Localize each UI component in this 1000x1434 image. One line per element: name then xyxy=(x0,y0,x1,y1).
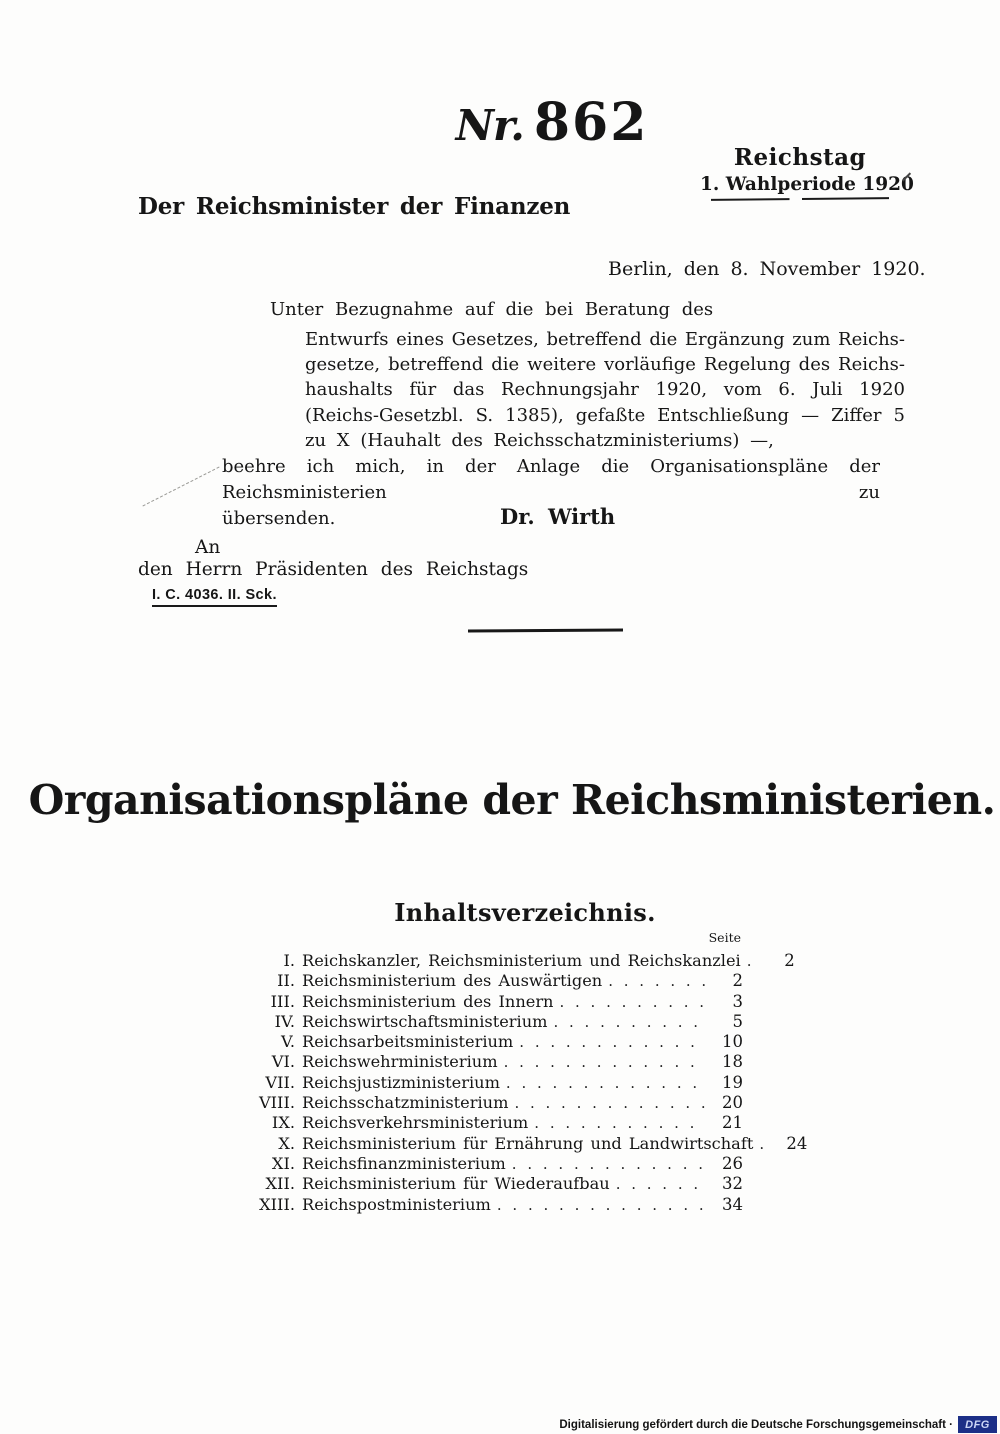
toc-label: Reichsschatzministerium xyxy=(302,1093,509,1113)
toc-page-number: 5 xyxy=(732,1011,743,1031)
toc-row xyxy=(243,951,795,971)
toc-dot-leader xyxy=(608,971,705,991)
toc-dot-leader xyxy=(747,951,757,971)
toc-page-number: 3 xyxy=(732,991,743,1011)
toc-label: Reichswirtschaftsministerium xyxy=(302,1011,548,1031)
toc-numeral: XIII. xyxy=(259,1194,295,1214)
addressee-line-2: den Herrn Präsidenten des Reichstags xyxy=(138,559,529,580)
toc-dot-leader xyxy=(514,1093,705,1113)
reichstag-stamp xyxy=(700,144,914,200)
toc-page-number: 32 xyxy=(722,1174,743,1194)
main-title: Organisationspläne der Reichsministerien. xyxy=(28,776,996,824)
toc-numeral: IX. xyxy=(271,1113,295,1133)
signature: Dr. Wirth xyxy=(500,504,616,529)
toc-page-number: 2 xyxy=(784,951,795,970)
toc-label: Reichsministerium für Ernährung und Landwirtschaft xyxy=(302,1133,754,1153)
toc-label: Reichsministerium für Wiederaufbau xyxy=(302,1174,610,1194)
toc-row xyxy=(243,992,743,1012)
toc-label: Reichsjustizministerium xyxy=(302,1072,500,1092)
toc-numeral: VI. xyxy=(271,1052,295,1072)
toc-page-number: 34 xyxy=(722,1194,743,1214)
toc-page-number: 20 xyxy=(722,1093,743,1113)
toc-label: Reichsministerium des Innern xyxy=(302,991,554,1011)
toc-page-number: 18 xyxy=(722,1052,743,1072)
digitization-footer xyxy=(559,1416,997,1433)
toc-page-number: 2 xyxy=(732,971,743,991)
page-column-label: Seite xyxy=(708,930,741,945)
letter-intro-line: Unter Bezugnahme auf die bei Beratung des xyxy=(270,299,714,320)
section-divider-rule xyxy=(468,628,623,632)
sender-title: Der Reichsminister der Finanzen xyxy=(138,193,571,220)
toc-row xyxy=(243,1052,743,1072)
toc-heading: Inhaltsverzeichnis. xyxy=(394,898,656,927)
toc-dot-leader xyxy=(504,1052,705,1072)
addressee-line-1: An xyxy=(195,537,221,558)
digitization-credit-text: Digitalisierung gefördert durch die Deutsche Forschungsgemeinschaft · xyxy=(559,1418,953,1431)
toc-label: Reichsarbeitsministerium xyxy=(302,1032,514,1052)
toc-numeral: VIII. xyxy=(258,1093,295,1113)
toc-dot-leader xyxy=(616,1174,705,1194)
toc-row xyxy=(243,1012,743,1032)
toc-dot-leader xyxy=(534,1113,705,1133)
quoted-law-block xyxy=(305,327,905,453)
toc-numeral: V. xyxy=(280,1032,295,1052)
toc-label: Reichsministerium des Auswärtigen xyxy=(302,971,603,991)
toc-numeral: III. xyxy=(270,991,295,1011)
toc-numeral: II. xyxy=(277,971,295,991)
parliament-name: Reichstag xyxy=(733,144,867,171)
toc-row xyxy=(243,1093,743,1113)
document-number-value: 862 xyxy=(533,92,649,153)
toc-row xyxy=(243,1154,743,1174)
toc-row xyxy=(243,1195,743,1215)
document-number-label: Nr. xyxy=(455,101,524,150)
toc-numeral: IV. xyxy=(274,1011,295,1031)
toc-label: Reichsfinanzministerium xyxy=(302,1153,506,1173)
dateline: Berlin, den 8. November 1920. xyxy=(608,258,926,280)
toc-label: Reichswehrministerium xyxy=(302,1052,498,1072)
toc-label: Reichsverkehrsministerium xyxy=(302,1113,529,1133)
toc-row xyxy=(243,1113,743,1133)
toc-dot-leader xyxy=(506,1073,705,1093)
toc-dot-leader xyxy=(512,1154,705,1174)
toc-dot-leader xyxy=(497,1195,705,1215)
toc-numeral: X. xyxy=(278,1133,295,1153)
toc-numeral: VII. xyxy=(265,1072,295,1092)
toc-dot-leader xyxy=(559,992,705,1012)
quoted-line: gesetze, betreffend die weitere vorläufige Regelung des Reichs- xyxy=(305,354,905,376)
closing-line: übersenden. xyxy=(222,508,336,529)
quoted-line: Entwurfs eines Gesetzes, betreffend die Ergänzung zum Reichs- xyxy=(305,329,905,350)
closing-line: beehre ich mich, in der Anlage die Organisationspläne der Reichsministerien zu xyxy=(222,456,880,503)
toc-label: Reichspostministerium xyxy=(302,1194,491,1214)
file-reference: I. C. 4036. II. Sck. xyxy=(152,587,277,607)
pencil-scratch-mark xyxy=(142,467,219,507)
toc-numeral: I. xyxy=(283,951,295,970)
table-of-contents xyxy=(243,930,808,1215)
toc-row xyxy=(243,971,743,991)
toc-page-number: 19 xyxy=(722,1072,743,1092)
toc-row xyxy=(243,1073,743,1093)
toc-row xyxy=(243,1174,743,1194)
toc-row xyxy=(243,1032,743,1052)
toc-page-number: 24 xyxy=(786,1133,808,1153)
toc-numeral: XII. xyxy=(265,1174,295,1194)
quoted-line: haushalts für das Rechnungsjahr 1920, vom 6. Juli 1920 xyxy=(305,379,905,401)
toc-label: Reichskanzler, Reichsministerium und Reichskanzlei xyxy=(302,951,741,970)
toc-list xyxy=(243,951,808,1215)
toc-page-number: 10 xyxy=(722,1032,743,1052)
stamp-underline xyxy=(711,197,889,201)
quoted-line: zu X (Hauhalt des Reichsschatzministeriums) —, xyxy=(305,429,774,451)
toc-page-number: 26 xyxy=(722,1153,743,1173)
dfg-logo: DFG xyxy=(958,1416,997,1433)
election-period-text: 1. Wahlperiode 1920 xyxy=(700,174,914,195)
quoted-line: (Reichs-Gesetzbl. S. 1385), gefaßte Entschließung — Ziffer 5 xyxy=(305,404,905,426)
election-period xyxy=(700,174,914,195)
toc-dot-leader xyxy=(759,1134,769,1154)
toc-page-number: 21 xyxy=(722,1113,743,1133)
toc-dot-leader xyxy=(553,1012,705,1032)
toc-dot-leader xyxy=(519,1032,705,1052)
toc-row xyxy=(243,1133,808,1154)
toc-numeral: XI. xyxy=(271,1153,295,1173)
